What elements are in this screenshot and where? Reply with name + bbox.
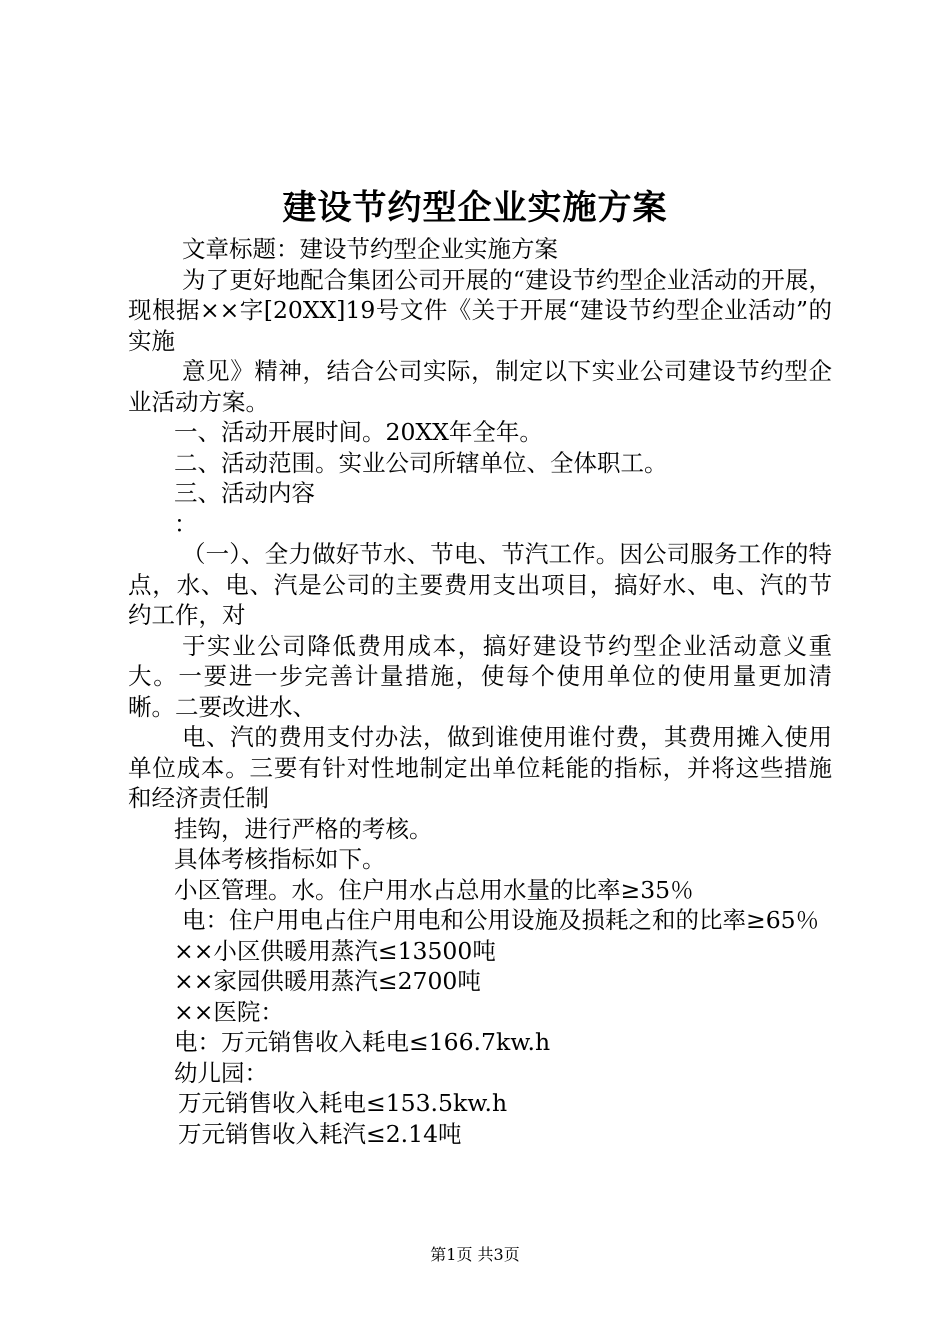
colon-line: ：	[174, 509, 198, 538]
indicators-heading: 具体考核指标如下。	[174, 845, 386, 873]
page-title: 建设节约型企业实施方案	[282, 188, 668, 228]
section-time: 一、活动开展时间。20XX年全年。	[174, 418, 543, 446]
indicator-kindergarten-electricity: 万元销售收入耗电≤153.5kw.h	[178, 1089, 508, 1117]
paragraph-item-one-cont: 于实业公司降低费用成本，搞好建设节约型企业活动意义重大。一要进一步完善计量措施，使每个使用单位的使用量更加清晰。二要改进水、	[128, 631, 832, 721]
paragraph-item-one: （一）、全力做好节水、节电、节汽工作。因公司服务工作的特点，水、电、汽是公司的主要费用支出项目，搞好水、电、汽的节约工作，对	[128, 540, 832, 629]
indicator-water: 小区管理。水。住户用水占总用水量的比率≥35％	[174, 875, 694, 904]
section-scope: 二、活动范围。实业公司所辖单位、全体职工。	[174, 448, 668, 477]
paragraph-intro-cont: 意见》精神，结合公司实际，制定以下实业公司建设节约型企业活动方案。	[128, 357, 832, 416]
indicator-steam-garden: ××家园供暖用蒸汽≤2700吨	[174, 967, 481, 995]
indicator-electricity: 电：住户用电占住户用电和公用设施及损耗之和的比率≥65％	[182, 906, 820, 934]
kindergarten-heading: 幼儿园：	[174, 1058, 268, 1087]
paragraph-assessment: 挂钩，进行严格的考核。	[174, 814, 433, 843]
document-body	[128, 234, 832, 1149]
indicator-kindergarten-steam: 万元销售收入耗汽≤2.14吨	[178, 1119, 462, 1148]
article-title-line: 文章标题：建设节约型企业实施方案	[182, 235, 558, 263]
indicator-hospital-electricity: 电：万元销售收入耗电≤166.7kw.h	[174, 1028, 551, 1056]
page-footer: 第1页 共3页	[430, 1245, 520, 1264]
section-content-heading: 三、活动内容	[174, 479, 315, 507]
paragraph-item-one-cont2: 电、汽的费用支付办法，做到谁使用谁付费，其费用摊入使用单位成本。三要有针对性地制定出单位耗能的指标，并将这些措施和经济责任制	[128, 723, 832, 812]
hospital-heading: ××医院：	[174, 997, 284, 1026]
indicator-steam-community: ××小区供暖用蒸汽≤13500吨	[174, 936, 496, 965]
paragraph-intro: 为了更好地配合集团公司开展的“建设节约型企业活动的开展，现根据××字[20XX]19号文件《关于开展“建设节约型企业活动”的实施	[128, 265, 832, 355]
